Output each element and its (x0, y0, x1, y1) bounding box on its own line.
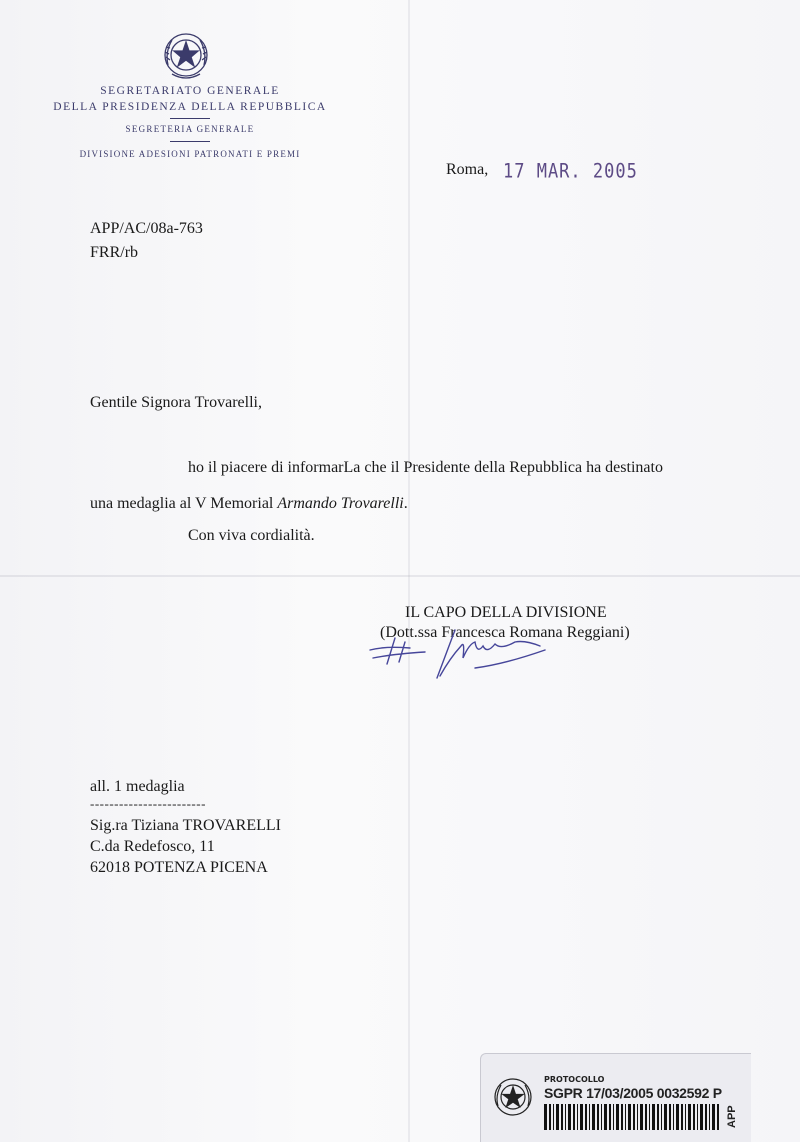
protocol-sticker (480, 1053, 751, 1142)
letterhead-line1: SEGRETARIATO GENERALE (100, 85, 280, 97)
barcode-bar (637, 1104, 638, 1130)
recipient-street: C.da Redefosco, 11 (90, 838, 215, 855)
barcode-bar (549, 1104, 551, 1130)
barcode-bar (604, 1104, 607, 1130)
barcode-bar (633, 1104, 635, 1130)
recipient-city: 62018 POTENZA PICENA (90, 859, 268, 876)
body-line2-suffix: . (403, 495, 408, 512)
letterhead-line4: DIVISIONE ADESIONI PATRONATI E PREMI (79, 149, 301, 159)
barcode-bar (685, 1104, 686, 1130)
protocol-side-label: APP (726, 1105, 738, 1128)
barcode-bar (669, 1104, 671, 1130)
barcode-bar (592, 1104, 595, 1130)
barcode-bar (616, 1104, 619, 1130)
fold-line (408, 0, 410, 1142)
barcode-bar (645, 1104, 647, 1130)
closing: Con viva cordialità. (188, 527, 315, 544)
signatory-title: IL CAPO DELLA DIVISIONE (405, 604, 607, 621)
barcode-bar (585, 1104, 587, 1130)
enclosure-note: all. 1 medaglia (90, 778, 185, 795)
reference-initials: FRR/rb (90, 244, 139, 261)
barcode-bar (601, 1104, 602, 1130)
barcode-bar (568, 1104, 571, 1130)
barcode-bar (652, 1104, 655, 1130)
barcode-bar (628, 1104, 631, 1130)
letterhead-rule (170, 141, 210, 142)
barcode-bar (709, 1104, 710, 1130)
barcode-bar (673, 1104, 674, 1130)
body-line2 (90, 495, 408, 513)
barcode-bar (561, 1104, 563, 1130)
recipient-name: Sig.ra Tiziana TROVARELLI (90, 817, 281, 834)
separator: ------------------------ (90, 796, 206, 811)
barcode-bar (649, 1104, 650, 1130)
barcode (544, 1104, 722, 1130)
barcode-bar (597, 1104, 599, 1130)
barcode-bar (681, 1104, 683, 1130)
handwritten-signature (365, 628, 555, 680)
barcode-bar (565, 1104, 566, 1130)
protocol-label: PROTOCOLLO (544, 1075, 605, 1084)
signatory-name: (Dott.ssa Francesca Romana Reggiani) (380, 624, 630, 641)
barcode-bar (717, 1104, 719, 1130)
barcode-bar (640, 1104, 643, 1130)
barcode-bar (621, 1104, 623, 1130)
protocol-code: SGPR 17/03/2005 0032592 P (544, 1085, 722, 1101)
letterhead-rule (170, 118, 210, 119)
barcode-bar (556, 1104, 559, 1130)
barcode-bar (664, 1104, 667, 1130)
barcode-bar (589, 1104, 590, 1130)
greeting: Gentile Signora Trovarelli, (90, 394, 262, 411)
fold-line (0, 575, 800, 577)
barcode-bar (577, 1104, 578, 1130)
barcode-bar (705, 1104, 707, 1130)
barcode-bar (580, 1104, 583, 1130)
letterhead-line3: SEGRETERIA GENERALE (125, 124, 255, 134)
italian-republic-emblem-icon (491, 1076, 535, 1120)
italian-republic-emblem-icon (160, 30, 212, 82)
barcode-bar (697, 1104, 698, 1130)
barcode-bar (544, 1104, 547, 1130)
body-line1: ho il piacere di informarLa che il Presidente della Repubblica ha destinato (188, 459, 663, 476)
barcode-bar (712, 1104, 715, 1130)
reference-code: APP/AC/08a-763 (90, 220, 203, 237)
barcode-bar (609, 1104, 611, 1130)
barcode-bar (700, 1104, 703, 1130)
date-place: Roma, (446, 161, 489, 178)
letterhead-line2: DELLA PRESIDENZA DELLA REPUBBLICA (53, 101, 327, 113)
barcode-bar (661, 1104, 662, 1130)
date-stamp: 17 MAR. 2005 (503, 160, 638, 183)
barcode-bar (676, 1104, 679, 1130)
memorial-name: Armando Trovarelli (277, 495, 404, 512)
body-line2-prefix: una medaglia al V Memorial (90, 495, 278, 512)
barcode-bar (657, 1104, 659, 1130)
barcode-bar (625, 1104, 626, 1130)
barcode-bar (573, 1104, 575, 1130)
barcode-bar (693, 1104, 695, 1130)
barcode-bar (688, 1104, 691, 1130)
barcode-bar (613, 1104, 614, 1130)
barcode-bar (553, 1104, 554, 1130)
